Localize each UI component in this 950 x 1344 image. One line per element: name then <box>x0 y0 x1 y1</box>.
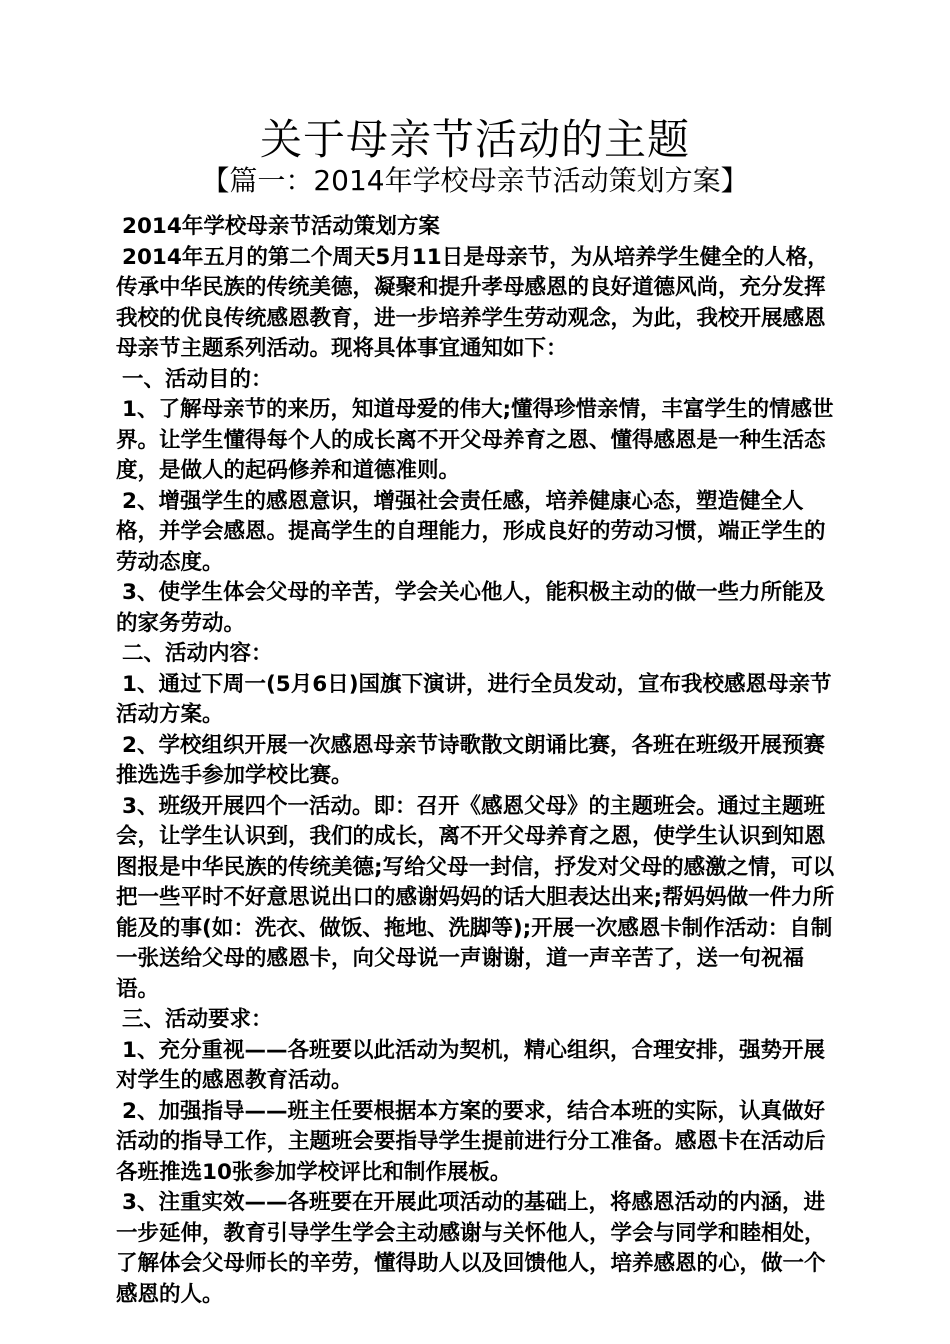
paragraph-intro: 2014年五月的第二个周天5月11日是母亲节，为从培养学生健全的人格，传承中华民族的传统美德，凝聚和提升孝母感恩的良好道德风尚，充分发挥我校的优良传统感恩教育，进一步培养学生劳动观念，为此，我校开展感恩母亲节主题系列活动。现将具体事宜通知如下： <box>116 244 829 361</box>
section-heading-requirements: 三、活动要求： <box>122 1007 273 1032</box>
paragraph-purpose-3: 3、使学生体会父母的辛苦，学会关心他人，能积极主动的做一些力所能及的家务劳动。 <box>116 580 825 636</box>
paragraph-content-2: 2、学校组织开展一次感恩母亲节诗歌散文朗诵比赛，各班在班级开展预赛推选选手参加学校比赛。 <box>116 732 825 788</box>
paragraph-requirement-3: 3、注重实效——各班要在开展此项活动的基础上，将感恩活动的内涵，进一步延伸，教育引导学生学会主动感谢与关怀他人，学会与同学和睦相处，了解体会父母师长的辛劳，懂得助人以及回馈他人，培养感恩的心，做一个感恩的人。 <box>116 1190 826 1307</box>
paragraph-heading: 2014年学校母亲节活动策划方案 <box>122 214 440 239</box>
paragraph-content-1: 1、通过下周一(5月6日)国旗下演讲，进行全员发动，宣布我校感恩母亲节活动方案。 <box>116 671 832 727</box>
paragraph-requirement-2: 2、加强指导——班主任要根据本方案的要求，结合本班的实际，认真做好活动的指导工作，主题班会要指导学生提前进行分工准备。感恩卡在活动后各班推选10张参加学校评比和制作展板。 <box>116 1098 826 1185</box>
document-body <box>116 212 844 1310</box>
paragraph-content-3: 3、班级开展四个一活动。即：召开《感恩父母》的主题班会。通过主题班会，让学生认识到，我们的成长，离不开父母养育之恩，使学生认识到知恩图报是中华民族的传统美德;写给父母一封信，抒发对父母的感激之情，可以把一些平时不好意思说出口的感谢妈妈的话大胆表达出来;帮妈妈做一件力所能及的事(如：洗衣、做饭、拖地、洗脚等);开展一次感恩卡制作活动：自制一张送给父母的感恩卡，向父母说一声谢谢，道一声辛苦了，送一句祝福语。 <box>116 793 835 1002</box>
document-title: 关于母亲节活动的主题 <box>259 115 690 164</box>
section-heading-content: 二、活动内容： <box>122 641 273 666</box>
paragraph-purpose-2: 2、增强学生的感恩意识，增强社会责任感，培养健康心态，塑造健全人格，并学会感恩。提高学生的自理能力，形成良好的劳动习惯，端正学生的劳动态度。 <box>116 488 826 575</box>
paragraph-requirement-1: 1、充分重视——各班要以此活动为契机，精心组织，合理安排，强势开展对学生的感恩教育活动。 <box>116 1037 825 1093</box>
paragraph-purpose-1: 1、了解母亲节的来历，知道母爱的伟大;懂得珍惜亲情，丰富学生的情感世界。让学生懂得每个人的成长离不开父母养育之恩、懂得感恩是一种生活态度，是做人的起码修养和道德准则。 <box>116 397 834 483</box>
document-subtitle: 【篇一：2014年学校母亲节活动策划方案】 <box>201 164 749 197</box>
section-heading-purpose: 一、活动目的： <box>122 366 273 392</box>
